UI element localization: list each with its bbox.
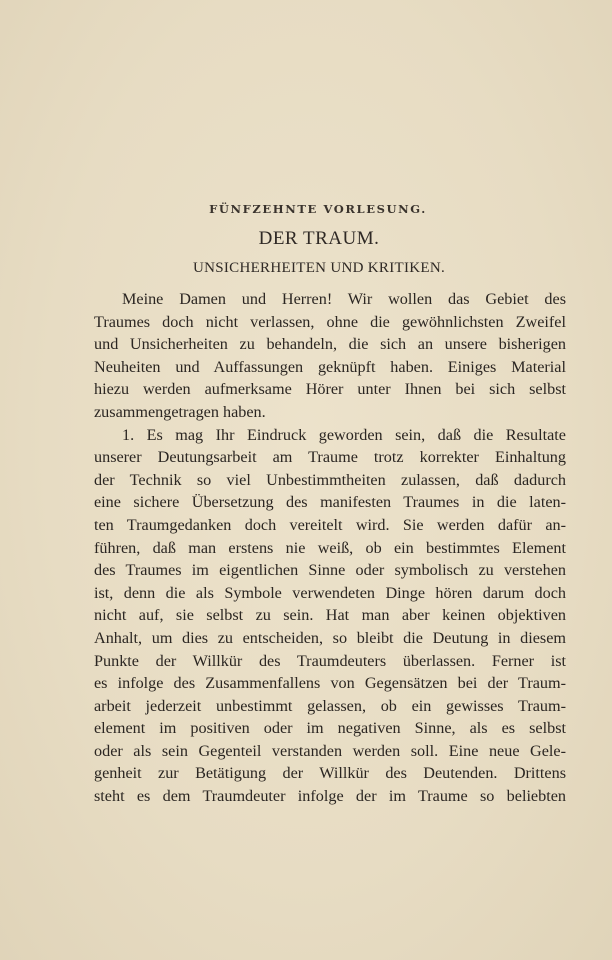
- text-line: hiezu werden aufmerksame Hörer unter Ihnen bei sich selbst: [94, 380, 566, 399]
- text-line: arbeit jederzeit unbestimmt gelassen, ob ein gewisses Traum-: [94, 696, 566, 715]
- text-line: genheit zur Betätigung der Willkür des Deutenden. Drittens: [94, 764, 566, 783]
- text-line: es infolge des Zusammenfallens von Gegensätzen bei der Traum-: [94, 674, 566, 693]
- text-line: des Traumes im eigentlichen Sinne oder symbolisch zu verstehen: [94, 561, 566, 580]
- text-line: ist, denn die als Symbole verwendeten Dinge hören darum doch: [94, 583, 566, 602]
- text-line: Neuheiten und Auffassungen geknüpft haben. Einiges Material: [94, 357, 566, 376]
- text-line: ten Traumgedanken doch vereitelt wird. Sie werden dafür an-: [94, 515, 566, 534]
- page-subtitle: UNSICHERHEITEN UND KRITIKEN.: [192, 260, 446, 276]
- text-line: oder als sein Gegenteil verstanden werden soll. Eine neue Gele-: [94, 741, 566, 760]
- body-text: [94, 288, 566, 808]
- text-line: führen, daß man erstens nie weiß, ob ein bestimmtes Element: [94, 538, 566, 557]
- text-line: steht es dem Traumdeuter infolge der im Traume so beliebten: [94, 787, 566, 806]
- text-line: Anhalt, um dies zu entscheiden, so bleibt die Deutung in diesem: [94, 628, 566, 647]
- text-line: zusammengetragen haben.: [94, 402, 266, 421]
- text-line: unserer Deutungsarbeit am Traume trotz korrekter Einhaltung: [94, 448, 566, 467]
- text-line: Meine Damen und Herren! Wir wollen das Gebiet des: [122, 290, 566, 308]
- text-line: eine sichere Übersetzung des manifesten Traumes in die laten-: [94, 493, 566, 512]
- chapter-heading: FÜNFZEHNTE VORLESUNG.: [209, 202, 427, 216]
- text-line: der Technik so viel Unbestimmtheiten zulassen, daß dadurch: [94, 470, 566, 489]
- text-line: 1. Es mag Ihr Eindruck geworden sein, daß die Resultate: [122, 425, 566, 444]
- text-line: nicht auf, sie selbst zu sein. Hat man aber keinen objektiven: [94, 606, 566, 625]
- page-title: DER TRAUM.: [258, 228, 380, 249]
- text-line: Punkte der Willkür des Traumdeuters überlassen. Ferner ist: [94, 651, 566, 670]
- text-line: Traumes doch nicht verlassen, ohne die gewöhnlichsten Zweifel: [94, 312, 566, 331]
- text-line: und Unsicherheiten zu behandeln, die sich an unsere bisherigen: [94, 335, 566, 354]
- text-line: element im positiven oder im negativen Sinne, als es selbst: [94, 719, 566, 738]
